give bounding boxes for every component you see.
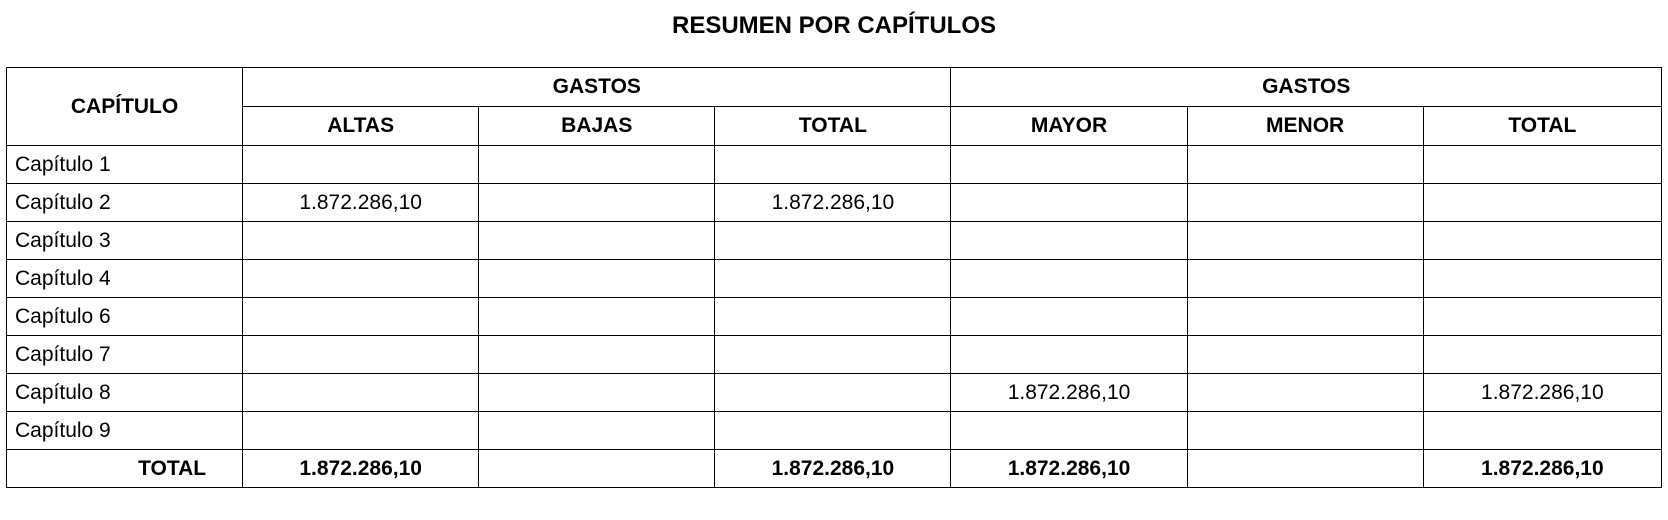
total-label: TOTAL bbox=[7, 450, 243, 488]
table-row bbox=[7, 222, 1662, 260]
cell-total-1 bbox=[715, 260, 951, 298]
header-total-2: TOTAL bbox=[1423, 107, 1661, 146]
cell-bajas bbox=[479, 336, 715, 374]
cell-total-2 bbox=[1423, 412, 1661, 450]
cell-bajas bbox=[479, 222, 715, 260]
cell-total-2 bbox=[1423, 260, 1661, 298]
row-label: Capítulo 2 bbox=[7, 184, 243, 222]
cell-mayor: 1.872.286,10 bbox=[951, 374, 1187, 412]
row-label: Capítulo 6 bbox=[7, 298, 243, 336]
row-label: Capítulo 4 bbox=[7, 260, 243, 298]
cell-total-1 bbox=[715, 374, 951, 412]
cell-mayor bbox=[951, 336, 1187, 374]
cell-bajas bbox=[479, 184, 715, 222]
cell-bajas bbox=[479, 374, 715, 412]
total-bajas bbox=[479, 450, 715, 488]
cell-bajas bbox=[479, 260, 715, 298]
cell-altas bbox=[243, 412, 479, 450]
cell-total-1 bbox=[715, 412, 951, 450]
summary-table bbox=[6, 67, 1662, 488]
cell-bajas bbox=[479, 146, 715, 184]
cell-total-2 bbox=[1423, 146, 1661, 184]
cell-mayor bbox=[951, 184, 1187, 222]
cell-total-2 bbox=[1423, 298, 1661, 336]
cell-altas bbox=[243, 260, 479, 298]
cell-altas bbox=[243, 222, 479, 260]
total-row bbox=[7, 450, 1662, 488]
total-total-1: 1.872.286,10 bbox=[715, 450, 951, 488]
cell-mayor bbox=[951, 412, 1187, 450]
row-label: Capítulo 8 bbox=[7, 374, 243, 412]
header-mayor: MAYOR bbox=[951, 107, 1187, 146]
table-row bbox=[7, 260, 1662, 298]
cell-total-2 bbox=[1423, 184, 1661, 222]
cell-bajas bbox=[479, 298, 715, 336]
cell-mayor bbox=[951, 222, 1187, 260]
cell-altas bbox=[243, 374, 479, 412]
cell-total-1 bbox=[715, 222, 951, 260]
total-mayor: 1.872.286,10 bbox=[951, 450, 1187, 488]
cell-menor bbox=[1187, 260, 1423, 298]
cell-menor bbox=[1187, 298, 1423, 336]
cell-altas: 1.872.286,10 bbox=[243, 184, 479, 222]
row-label: Capítulo 3 bbox=[7, 222, 243, 260]
cell-altas bbox=[243, 146, 479, 184]
total-menor bbox=[1187, 450, 1423, 488]
total-total-2: 1.872.286,10 bbox=[1423, 450, 1661, 488]
cell-altas bbox=[243, 298, 479, 336]
header-total-1: TOTAL bbox=[715, 107, 951, 146]
cell-total-1: 1.872.286,10 bbox=[715, 184, 951, 222]
header-group-gastos-2: GASTOS bbox=[951, 68, 1662, 107]
total-altas: 1.872.286,10 bbox=[243, 450, 479, 488]
cell-total-1 bbox=[715, 336, 951, 374]
cell-total-2: 1.872.286,10 bbox=[1423, 374, 1661, 412]
header-bajas: BAJAS bbox=[479, 107, 715, 146]
cell-total-2 bbox=[1423, 336, 1661, 374]
header-group-gastos-1: GASTOS bbox=[243, 68, 951, 107]
cell-menor bbox=[1187, 412, 1423, 450]
cell-total-1 bbox=[715, 146, 951, 184]
cell-menor bbox=[1187, 374, 1423, 412]
cell-bajas bbox=[479, 412, 715, 450]
cell-menor bbox=[1187, 146, 1423, 184]
header-capitulo: CAPÍTULO bbox=[7, 68, 243, 146]
page-title: RESUMEN POR CAPÍTULOS bbox=[671, 12, 997, 39]
table-row bbox=[7, 374, 1662, 412]
cell-mayor bbox=[951, 260, 1187, 298]
row-label: Capítulo 9 bbox=[7, 412, 243, 450]
header-menor: MENOR bbox=[1187, 107, 1423, 146]
table-row bbox=[7, 298, 1662, 336]
cell-mayor bbox=[951, 146, 1187, 184]
cell-menor bbox=[1187, 222, 1423, 260]
row-label: Capítulo 7 bbox=[7, 336, 243, 374]
header-altas: ALTAS bbox=[243, 107, 479, 146]
cell-total-2 bbox=[1423, 222, 1661, 260]
table-row bbox=[7, 146, 1662, 184]
cell-altas bbox=[243, 336, 479, 374]
table-row bbox=[7, 412, 1662, 450]
cell-menor bbox=[1187, 336, 1423, 374]
cell-total-1 bbox=[715, 298, 951, 336]
row-label: Capítulo 1 bbox=[7, 146, 243, 184]
table-row bbox=[7, 336, 1662, 374]
cell-mayor bbox=[951, 298, 1187, 336]
table-row bbox=[7, 184, 1662, 222]
cell-menor bbox=[1187, 184, 1423, 222]
